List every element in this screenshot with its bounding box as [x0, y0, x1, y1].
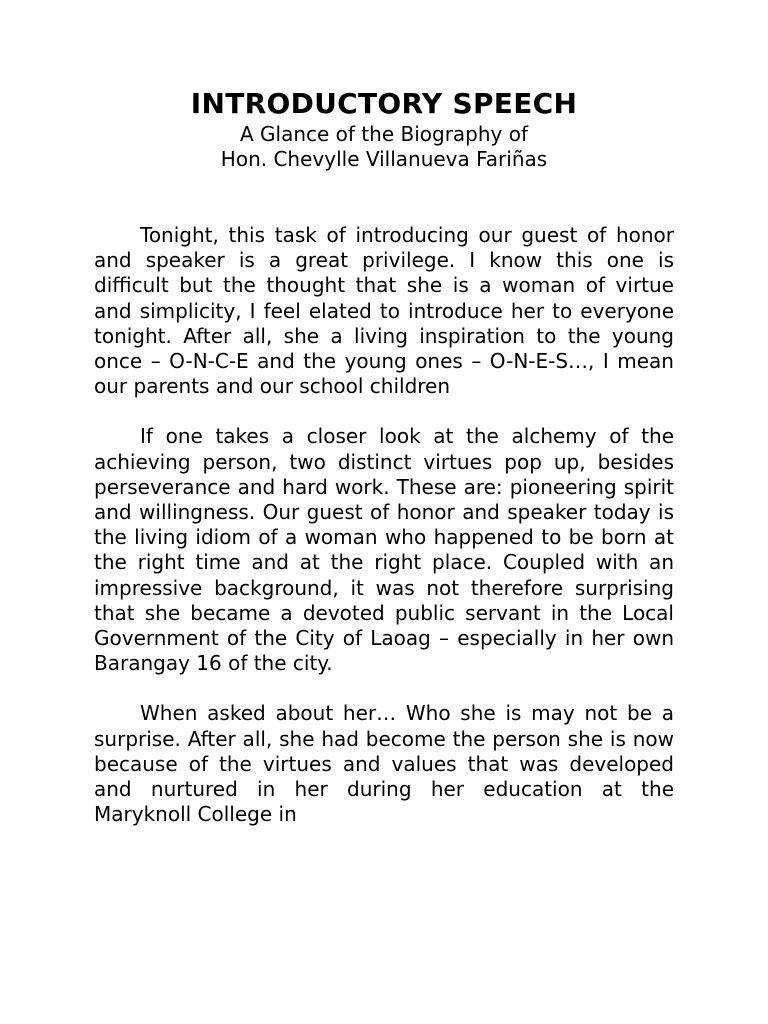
paragraph-3: When asked about her… Who she is may not be a surprise. After all, she had become the person she is now because of the virtues and values that was developed and nurtured in her during her education at the Maryknoll College in	[94, 701, 674, 827]
paragraph-2: If one takes a closer look at the alchemy of the achieving person, two distinct virtues pop up, besides perseverance and hard work. These are: pioneering spirit and willingness. Our guest of honor and speaker today is the living idiom of a woman who happened to be born at the right time and at the right place. Coupled with an impressive background, it was not therefore surprising that she became a devoted public servant in the Local Government of the City of Laoag – especially in her own Barangay 16 of the city.	[94, 424, 674, 676]
speech-body	[94, 223, 674, 827]
subtitle-line-1: A Glance of the Biography of	[239, 122, 529, 146]
document-page	[94, 86, 674, 852]
paragraph-1: Tonight, this task of introducing our guest of honor and speaker is a great privilege. I know this one is difficult but the thought that she is a woman of virtue and simplicity, I feel elated to introduce her to everyone tonight. After all, she a living inspiration to the young once – O-N-C-E and the young ones – O-N-E-S…, I mean our parents and our school children	[94, 223, 674, 399]
subtitle-line-2: Hon. Chevylle Villanueva Fariñas	[220, 147, 548, 171]
document-title: INTRODUCTORY SPEECH	[190, 87, 578, 120]
